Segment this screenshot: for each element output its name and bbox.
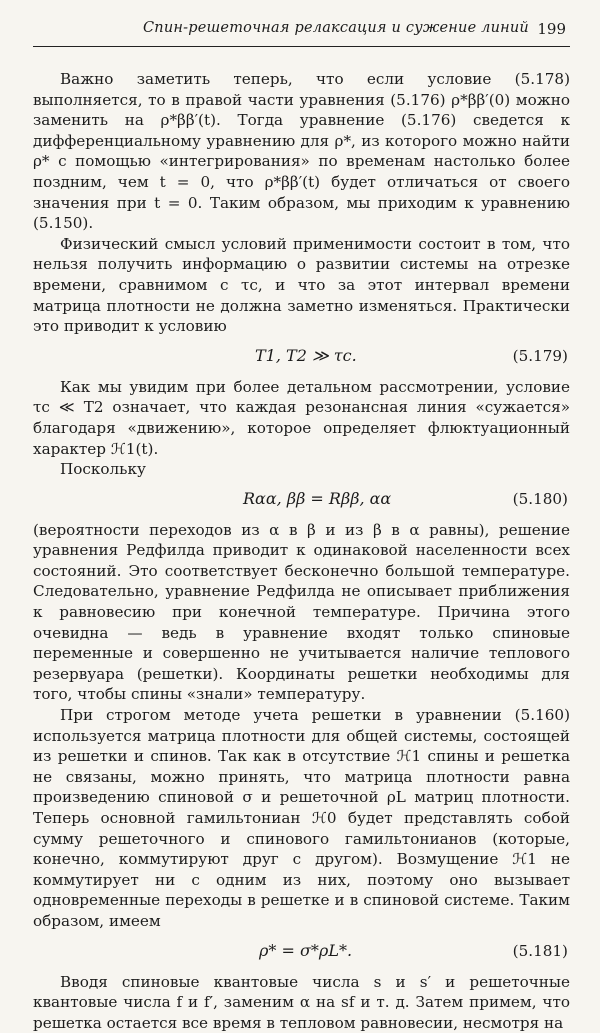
paragraph: При строгом методе учета решетки в уравнении (5.160) используется матрица плотности для общей системы, состоящей из решетки и спинов. Так как в отсутствие ℋ1 спины и решетка не связаны, можно принять, что матрица плотности равна произведению спиновой σ и решеточной ρL матриц плотности. Теперь основной гамильтониан ℋ0 будет представлять собой сумму решеточного и спинового гамильтонианов (которые, конечно, коммутируют друг с другом). Возмущение ℋ1 не коммутирует ни с одним из них, поэтому оно вызывает одновременные переходы в решетке и в спиновой системе. Таким образом, имеем bbox=[33, 706, 570, 930]
equation-expression: T1, T2 ≫ τc. bbox=[255, 345, 357, 365]
equation-5-180 bbox=[33, 480, 570, 520]
equation-number: (5.180) bbox=[512, 489, 568, 508]
equation-5-179 bbox=[33, 337, 570, 377]
paragraph: (вероятности переходов из α в β и из β в α равны), решение уравнения Редфилда приводит к одинаковой населенности всех состояний. Это соответствует бесконечно большой температуре. Следовательно, уравнение Редфилда не описывает приближения к равновесию при конечной температуре. Причина этого очевидна — ведь в уравнение входят только спиновые переменные и совершенно не учитывается наличие теплового резервуара (решетки). Координаты решетки необходимы для того, чтобы спины «знали» температуру. bbox=[33, 520, 570, 704]
paragraph: Поскольку bbox=[60, 460, 146, 479]
equation-expression: ρ* = σ*ρL*. bbox=[259, 940, 353, 960]
page-number: 199 bbox=[537, 20, 566, 38]
paragraph: Вводя спиновые квантовые числа s и s′ и решеточные квантовые числа f и f′, заменим α на sf и т. д. Затем примем, что решетка остается все время в тепловом равновесии, несмотря на bbox=[33, 972, 570, 1032]
paragraph: Физический смысл условий применимости состоит в том, что нельзя получить информацию о развитии системы на отрезке времени, сравнимом с τc, и что за этот интервал времени матрица плотности не должна заметно изменяться. Практически это приводит к условию bbox=[33, 234, 570, 336]
paragraph: Важно заметить теперь, что если условие (5.178) выполняется, то в правой части уравнения (5.176) ρ*ββ′(0) можно заменить на ρ*ββ′(t). Тогда уравнение (5.176) сведется к дифференциальному уравнению для ρ*, из которого можно найти ρ* с помощью «интегрирования» по временам настолько более поздним, чем t = 0, что ρ*ββ′(t) будет отличаться от своего значения при t = 0. Таким образом, мы приходим к уравнению (5.150). bbox=[33, 70, 570, 233]
equation-number: (5.179) bbox=[512, 346, 568, 365]
equation-5-181 bbox=[33, 932, 570, 972]
page-body bbox=[33, 47, 570, 1033]
running-header bbox=[33, 0, 570, 47]
equation-expression: Rαα, ββ = Rββ, αα bbox=[243, 488, 392, 508]
running-title: Спин-решеточная релаксация и сужение линий bbox=[143, 20, 529, 36]
equation-number: (5.181) bbox=[512, 941, 568, 960]
paragraph: Как мы увидим при более детальном рассмотрении, условие τc ≪ T2 означает, что каждая резонансная линия «сужается» благодаря «движению», которое определяет флюктуационный характер ℋ1(t). bbox=[33, 377, 570, 458]
